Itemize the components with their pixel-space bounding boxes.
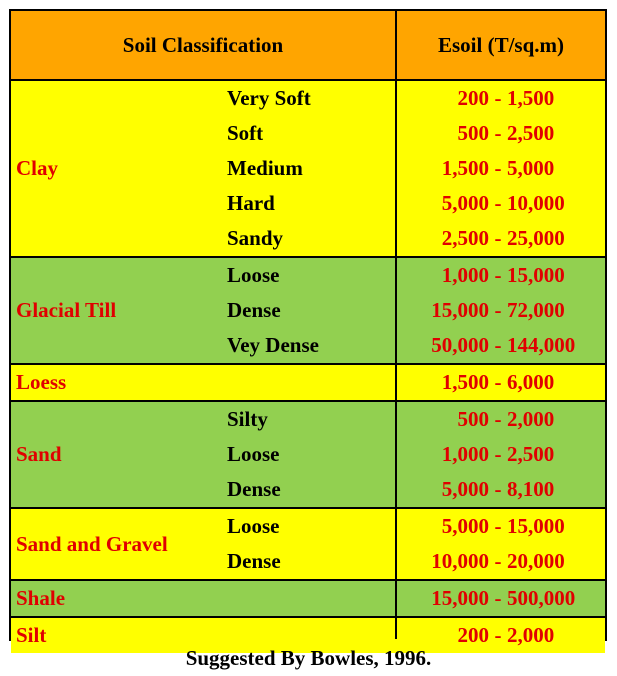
soil-class-label: Clay xyxy=(16,156,58,180)
esoil-high-value: 15,000 xyxy=(507,263,565,287)
soil-subclass-label: Loose xyxy=(227,263,280,287)
table-group-row xyxy=(11,581,605,616)
range-dash: - xyxy=(494,298,502,322)
table-group-row xyxy=(11,81,605,256)
range-dash: - xyxy=(494,407,502,431)
row-divider xyxy=(11,400,605,402)
soil-class-label: Sand xyxy=(16,442,62,466)
soil-subclass-label: Silty xyxy=(227,407,268,431)
esoil-low-value: 50,000 xyxy=(431,333,489,357)
esoil-high-value: 144,000 xyxy=(507,333,576,357)
range-dash: - xyxy=(494,514,502,538)
range-dash: - xyxy=(494,549,502,573)
range-dash: - xyxy=(494,370,502,394)
esoil-low-value: 1,000 xyxy=(441,263,489,287)
soil-subclass-label: Loose xyxy=(227,442,280,466)
soil-class-label: Sand and Gravel xyxy=(16,531,168,556)
esoil-high-value: 6,000 xyxy=(507,370,555,394)
range-dash: - xyxy=(494,586,502,610)
soil-subclass-label: Medium xyxy=(227,156,303,180)
esoil-low-value: 5,000 xyxy=(441,514,489,538)
esoil-low-value: 1,000 xyxy=(441,442,489,466)
esoil-low-value: 15,000 xyxy=(431,298,489,322)
esoil-high-value: 2,500 xyxy=(507,121,555,145)
table-group-row xyxy=(11,258,605,363)
range-dash: - xyxy=(494,333,502,357)
range-dash: - xyxy=(494,191,502,215)
esoil-low-value: 500 xyxy=(457,407,489,431)
esoil-high-value: 8,100 xyxy=(507,477,555,501)
esoil-high-value: 15,000 xyxy=(507,514,565,538)
soil-class-label: Loess xyxy=(16,370,67,394)
header-soil-classification: Soil Classification xyxy=(122,32,284,57)
table-group-row xyxy=(11,509,605,579)
esoil-high-value: 25,000 xyxy=(507,226,565,250)
esoil-low-value: 2,500 xyxy=(441,226,489,250)
soil-class-label: Shale xyxy=(16,586,66,610)
column-divider xyxy=(395,11,397,639)
esoil-range xyxy=(397,472,605,507)
esoil-low-value: 10,000 xyxy=(431,549,489,573)
esoil-high-value: 20,000 xyxy=(507,549,565,573)
range-dash: - xyxy=(494,226,502,250)
table-header-row xyxy=(11,11,605,79)
range-dash: - xyxy=(494,86,502,110)
esoil-range xyxy=(397,186,605,221)
soil-subclass-label: Dense xyxy=(227,298,281,322)
table-caption: Suggested By Bowles, 1996. xyxy=(185,646,432,670)
esoil-range xyxy=(397,221,605,256)
esoil-high-value: 72,000 xyxy=(507,298,565,322)
esoil-range xyxy=(397,328,605,363)
row-divider xyxy=(11,256,605,258)
esoil-range xyxy=(397,81,605,116)
esoil-low-value: 200 xyxy=(457,623,489,647)
range-dash: - xyxy=(494,442,502,466)
esoil-high-value: 2,000 xyxy=(507,623,555,647)
range-dash: - xyxy=(494,263,502,287)
range-dash: - xyxy=(494,156,502,180)
esoil-range xyxy=(397,116,605,151)
esoil-range xyxy=(397,365,605,400)
soil-subclass-label: Hard xyxy=(227,191,275,215)
soil-subclass-label: Very Soft xyxy=(227,86,311,110)
range-dash: - xyxy=(494,121,502,145)
soil-subclass-label: Sandy xyxy=(227,226,284,250)
soil-subclass-label: Dense xyxy=(227,549,281,573)
range-dash: - xyxy=(494,623,502,647)
row-divider xyxy=(11,616,605,618)
header-esoil: Esoil (T/sq.m) xyxy=(437,32,565,57)
esoil-low-value: 1,500 xyxy=(441,370,489,394)
soil-subclass-label: Loose xyxy=(227,514,280,538)
row-divider xyxy=(11,79,605,81)
esoil-range xyxy=(397,581,605,616)
soil-subclass-label: Soft xyxy=(227,121,264,145)
table-group-row xyxy=(11,402,605,507)
esoil-low-value: 5,000 xyxy=(441,477,489,501)
esoil-range xyxy=(397,293,605,328)
soil-modulus-table xyxy=(9,9,607,647)
esoil-high-value: 500,000 xyxy=(507,586,576,610)
soil-subclass-label: Dense xyxy=(227,477,281,501)
esoil-high-value: 5,000 xyxy=(507,156,555,180)
esoil-low-value: 5,000 xyxy=(441,191,489,215)
esoil-low-value: 15,000 xyxy=(431,586,489,610)
esoil-low-value: 500 xyxy=(457,121,489,145)
row-divider xyxy=(11,507,605,509)
row-divider xyxy=(11,363,605,365)
esoil-low-value: 200 xyxy=(457,86,489,110)
esoil-range xyxy=(397,402,605,437)
table-group-row xyxy=(11,365,605,400)
soil-class-label: Glacial Till xyxy=(16,298,117,322)
esoil-high-value: 2,500 xyxy=(507,442,555,466)
row-divider xyxy=(11,579,605,581)
range-dash: - xyxy=(494,477,502,501)
esoil-range xyxy=(397,509,605,544)
esoil-high-value: 2,000 xyxy=(507,407,555,431)
esoil-high-value: 10,000 xyxy=(507,191,565,215)
esoil-range xyxy=(397,544,605,579)
esoil-range xyxy=(397,151,605,186)
esoil-range xyxy=(397,258,605,293)
soil-subclass-label: Vey Dense xyxy=(227,333,319,357)
esoil-high-value: 1,500 xyxy=(507,86,555,110)
esoil-low-value: 1,500 xyxy=(441,156,489,180)
esoil-range xyxy=(397,437,605,472)
soil-class-label: Silt xyxy=(16,623,47,647)
